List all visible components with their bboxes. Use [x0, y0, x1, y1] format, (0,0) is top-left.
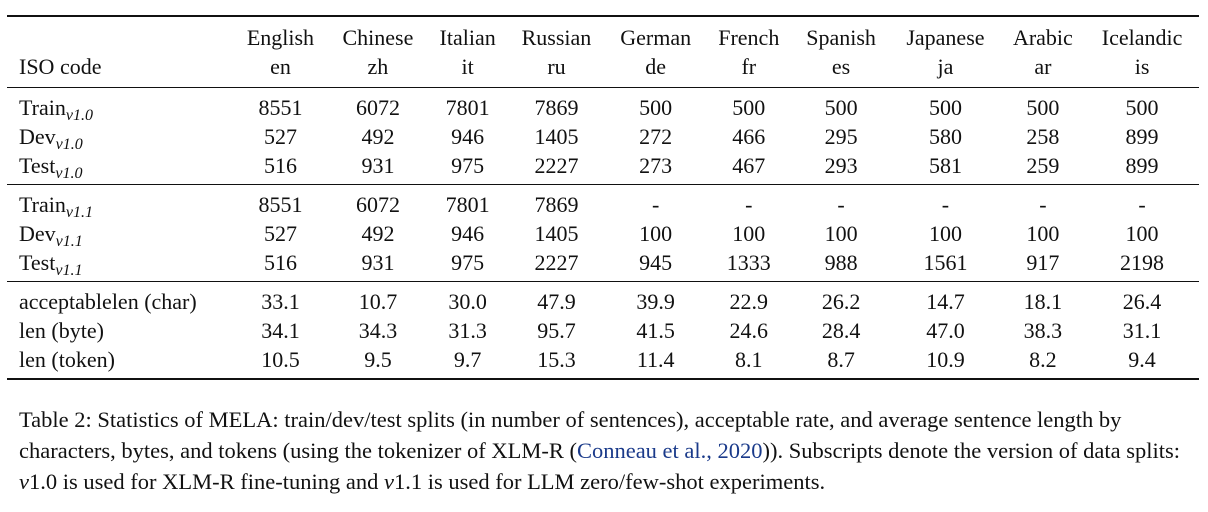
row-label-text: Train: [19, 192, 66, 217]
table-cell: 38.3: [1023, 318, 1063, 343]
table-cell: 8551: [233, 185, 328, 220]
row-label-text: len (token): [19, 347, 115, 372]
language-name: Italian: [428, 16, 507, 52]
version-subscript: v1.1: [65, 204, 93, 221]
row-label: [7, 316, 233, 345]
table-row: [7, 151, 1199, 185]
table-cell: 527: [263, 124, 297, 149]
version-subscript: v1.1: [55, 262, 83, 279]
table-cell: 8.7: [792, 345, 890, 379]
table-cell: -: [606, 185, 706, 220]
table-row: [7, 345, 1199, 379]
language-name: Icelandic: [1085, 16, 1199, 52]
version-subscript: v1.0: [55, 136, 83, 153]
table-cell: 917: [1026, 250, 1060, 275]
table-cell: 975: [451, 250, 485, 275]
table-cell: 2227: [534, 153, 579, 178]
row-label-text: Test: [19, 153, 56, 178]
table-cell: 500: [606, 88, 706, 123]
table-row: [7, 185, 1199, 220]
table-row: [7, 219, 1199, 248]
table-cell: 945: [639, 250, 673, 275]
row-label: [7, 248, 233, 282]
table-cell: 8.2: [1001, 345, 1085, 379]
version-number: 1.1: [393, 469, 423, 494]
table-cell: -: [792, 185, 890, 220]
table-cell: 31.1: [1122, 318, 1162, 343]
language-name: Russian: [507, 16, 605, 52]
table-cell: 9.5: [328, 345, 428, 379]
table-cell: 258: [1026, 124, 1060, 149]
row-label: [7, 88, 233, 123]
table-cell: 293: [824, 153, 858, 178]
table-cell: 6072: [328, 185, 428, 220]
table-row: [7, 316, 1199, 345]
table-cell: 47.0: [926, 318, 965, 343]
table-cell: 7869: [507, 185, 605, 220]
table-cell: 899: [1125, 124, 1159, 149]
table-cell: 18.1: [1001, 282, 1085, 317]
table-cell: 100: [1026, 221, 1060, 246]
table-cell: 100: [928, 221, 962, 246]
table-cell: 34.3: [358, 318, 398, 343]
table-header-row-languages: [7, 16, 1199, 52]
table-cell: 26.2: [792, 282, 890, 317]
table-cell: 516: [263, 250, 297, 275]
table-cell: 7801: [428, 88, 507, 123]
language-code: es: [831, 54, 851, 79]
table-cell: 10.9: [890, 345, 1000, 379]
table-cell: 1405: [534, 124, 579, 149]
table-caption: [19, 404, 1194, 497]
row-label-text: len (byte): [19, 318, 104, 343]
table-header-row-codes: [7, 52, 1199, 88]
table-cell: 988: [824, 250, 858, 275]
statistics-table: [7, 15, 1199, 380]
table-cell: 975: [451, 153, 485, 178]
row-label: [7, 345, 233, 379]
language-name: English: [233, 16, 328, 52]
table-cell: 33.1: [233, 282, 328, 317]
row-label-text: Dev: [19, 124, 56, 149]
language-name: Chinese: [328, 16, 428, 52]
language-name: Japanese: [890, 16, 1000, 52]
table-cell: 1405: [534, 221, 579, 246]
header-empty-cell: [7, 16, 233, 52]
row-label: [7, 151, 233, 185]
table-cell: 41.5: [636, 318, 675, 343]
citation-link[interactable]: Conneau et al., 2020: [576, 438, 763, 463]
table-cell: 100: [639, 221, 673, 246]
table-cell: -: [890, 185, 1000, 220]
table-cell: -: [1001, 185, 1085, 220]
language-code: de: [645, 54, 667, 79]
table-cell: 31.3: [448, 318, 487, 343]
row-label-text: Test: [19, 250, 56, 275]
version-subscript: v1.0: [65, 107, 93, 124]
caption-text: )). Subscripts denote the version of data splits:: [762, 438, 1180, 463]
caption-text: is used for LLM zero/few-shot experiments.: [422, 469, 826, 494]
language-name: French: [706, 16, 792, 52]
language-code: ru: [547, 54, 566, 79]
language-code: zh: [367, 54, 389, 79]
table-cell: 15.3: [507, 345, 605, 379]
row-label-text: acceptablelen (char): [19, 289, 197, 314]
table-cell: 14.7: [890, 282, 1000, 317]
table-cell: 100: [1125, 221, 1159, 246]
table-cell: 100: [824, 221, 858, 246]
table-cell: 24.6: [729, 318, 769, 343]
language-code: ar: [1034, 54, 1052, 79]
table-cell: 8551: [233, 88, 328, 123]
row-label: [7, 185, 233, 220]
table-cell: 11.4: [606, 345, 706, 379]
table-cell: 1561: [923, 250, 968, 275]
row-label-text: Train: [19, 95, 66, 120]
table-cell: 500: [706, 88, 792, 123]
table-cell: 9.4: [1085, 345, 1199, 379]
row-label: [7, 282, 233, 317]
table-cell: 34.1: [261, 318, 300, 343]
table-cell: 39.9: [606, 282, 706, 317]
language-code: fr: [741, 54, 757, 79]
table-cell: 259: [1026, 153, 1060, 178]
table-cell: 2227: [534, 250, 579, 275]
table-cell: 500: [890, 88, 1000, 123]
table-cell: 931: [361, 153, 395, 178]
language-code: it: [461, 54, 474, 79]
language-code: ja: [937, 54, 954, 79]
table-cell: 516: [263, 153, 297, 178]
table-cell: 10.7: [328, 282, 428, 317]
table-cell: 581: [928, 153, 962, 178]
table-cell: 527: [263, 221, 297, 246]
table-cell: 466: [732, 124, 766, 149]
table-row: [7, 282, 1199, 317]
table-cell: 7869: [507, 88, 605, 123]
table-cell: 500: [1085, 88, 1199, 123]
table-cell: 946: [451, 221, 485, 246]
table-cell: 6072: [328, 88, 428, 123]
table-cell: 272: [639, 124, 673, 149]
language-name: Arabic: [1001, 16, 1085, 52]
table-cell: -: [706, 185, 792, 220]
version-symbol: v: [19, 469, 29, 494]
table-row: [7, 88, 1199, 123]
row-label: [7, 122, 233, 151]
table-cell: 10.5: [233, 345, 328, 379]
table-cell: 2198: [1120, 250, 1165, 275]
table-cell: 8.1: [706, 345, 792, 379]
table-cell: -: [1085, 185, 1199, 220]
table-cell: 899: [1125, 153, 1159, 178]
table-cell: 1333: [726, 250, 771, 275]
version-subscript: v1.1: [55, 233, 83, 250]
language-code: en: [270, 54, 291, 79]
table-row: [7, 122, 1199, 151]
table-body: [7, 88, 1199, 380]
language-name: Spanish: [792, 16, 890, 52]
version-number: 1.0: [29, 469, 58, 494]
language-code: is: [1134, 54, 1150, 79]
row-label-text: Dev: [19, 221, 56, 246]
table-cell: 22.9: [706, 282, 792, 317]
table-cell: 47.9: [507, 282, 605, 317]
table-cell: 295: [824, 124, 858, 149]
table-cell: 26.4: [1085, 282, 1199, 317]
language-name: German: [606, 16, 706, 52]
table-cell: 500: [792, 88, 890, 123]
table-cell: 9.7: [428, 345, 507, 379]
table-cell: 492: [361, 221, 395, 246]
table-cell: 28.4: [821, 318, 861, 343]
table-cell: 467: [732, 153, 766, 178]
table-cell: 946: [451, 124, 485, 149]
table-cell: 7801: [428, 185, 507, 220]
table-cell: 580: [928, 124, 962, 149]
row-label: [7, 219, 233, 248]
caption-text: Table 2: Statistics of MELA: train/dev/test splits (in number of sentences), acceptable rate, and average sentence length by characters, bytes, and tokens (using the tokenizer of XLM-R (: [19, 407, 1122, 463]
table-row: [7, 248, 1199, 282]
version-symbol: v: [383, 469, 394, 494]
table-cell: 273: [639, 153, 673, 178]
iso-code-label: ISO code: [19, 54, 102, 79]
table-cell: 100: [732, 221, 766, 246]
table-cell: 931: [361, 250, 395, 275]
version-subscript: v1.0: [55, 165, 83, 182]
table-cell: 30.0: [428, 282, 507, 317]
table-cell: 492: [361, 124, 395, 149]
table-cell: 95.7: [537, 318, 576, 343]
table-cell: 500: [1001, 88, 1085, 123]
caption-text: is used for XLM-R fine-tuning and: [57, 469, 384, 494]
